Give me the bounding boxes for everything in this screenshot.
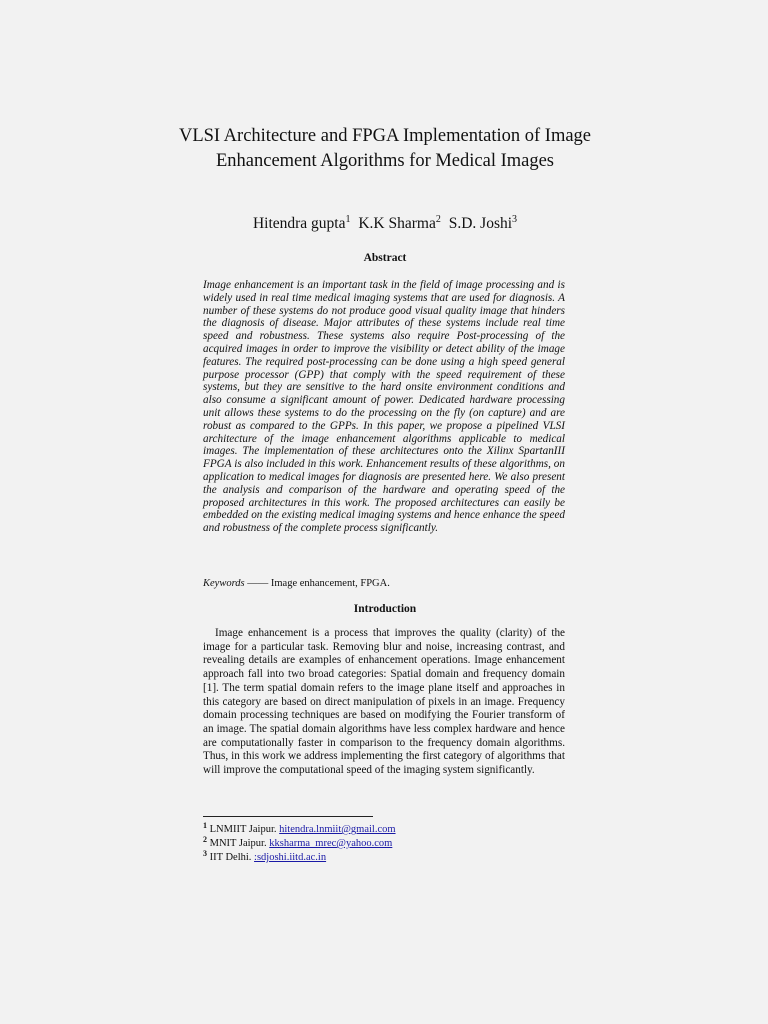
paper-title: VLSI Architecture and FPGA Implementation of Image Enhancement Algorithms for Medical Images [178, 126, 592, 171]
keywords-dash: —— [247, 578, 269, 589]
introduction-heading: Introduction [353, 603, 417, 615]
footnote-email-link[interactable]: hitendra.lnmiit@gmail.com [279, 824, 396, 835]
footnotes [203, 823, 565, 865]
footnote-mark: 2 [203, 835, 207, 844]
footnote-email-link[interactable]: kksharma_mrec@yahoo.com [269, 838, 393, 849]
author-name: S.D. Joshi [448, 215, 513, 232]
footnote-mark: 1 [203, 821, 207, 830]
keywords-label: Keywords [203, 578, 245, 589]
keywords-line [203, 577, 565, 590]
author-name: Hitendra gupta [252, 215, 346, 232]
footnote-item [203, 851, 565, 865]
author-mark: 3 [512, 214, 518, 225]
footnote-item [203, 823, 565, 837]
footnote-item [203, 837, 565, 851]
footnote-email-link[interactable]: :sdjoshi.iitd.ac.in [254, 852, 327, 863]
footnote-divider [203, 816, 373, 817]
abstract-heading: Abstract [363, 252, 407, 264]
footnote-mark: 3 [203, 849, 207, 858]
footnote-affiliation: MNIT Jaipur. [209, 838, 267, 849]
abstract-text: Image enhancement is an important task in the field of image processing and is widely used in real time medical imaging systems that are used for diagnosis. A number of these systems do not produce good visual quality image that hinders the diagnosis of disease. Major attributes of these systems include real time speed and robustness. These systems also require Post-processing of the acquired images in order to improve the visibility or detect ability of the image features. The required post-processing can be done using a high speed general purpose processor (GPP) that comply with the speed requirement of these systems, but they are sensitive to the hard onsite environment conditions and also consume a significant amount of power. Dedicated hardware processing unit allows these systems to do the processing on the fly (on capture) and are robust as compared to the GPPs. In this paper, we propose a pipelined VLSI architecture of the image enhancement algorithms applicable to medical images. The implementation of these architectures onto the Xilinx SpartanIII FPGA is also included in this work. Enhancement results of these algorithms, on application to medical images for diagnosis are presented here. We also present the analysis and comparison of the hardware and operating speed of the proposed architectures in this work. The proposed architectures can easily be embedded on the existing medical imaging systems and hence enhance the speed and robustness of the complete process significantly. [203, 279, 565, 535]
author-mark: 1 [345, 214, 351, 225]
author-line [170, 213, 600, 235]
author-name: K.K Sharma [358, 215, 436, 232]
keywords-text: Image enhancement, FPGA. [270, 578, 390, 589]
footnote-affiliation: LNMIIT Jaipur. [209, 824, 277, 835]
author-mark: 2 [435, 214, 441, 225]
introduction-text: Image enhancement is a process that improves the quality (clarity) of the image for a particular task. Removing blur and noise, increasing contrast, and revealing details are examples of enhancement operations. Image enhancement approach fall into two broad categories: Spatial domain and frequency domain [1]. The term spatial domain refers to the image plane itself and approaches in this category are based on direct manipulation of pixels in an image. Frequency domain processing techniques are based on modifying the Fourier transform of an image. The spatial domain algorithms have less complex hardware and hence are computationally faster in comparison to the frequency domain algorithms. Thus, in this work we address implementing the first category of algorithms that will improve the computational speed of the imaging system significantly. [203, 627, 565, 777]
footnote-affiliation: IIT Delhi. [209, 852, 252, 863]
